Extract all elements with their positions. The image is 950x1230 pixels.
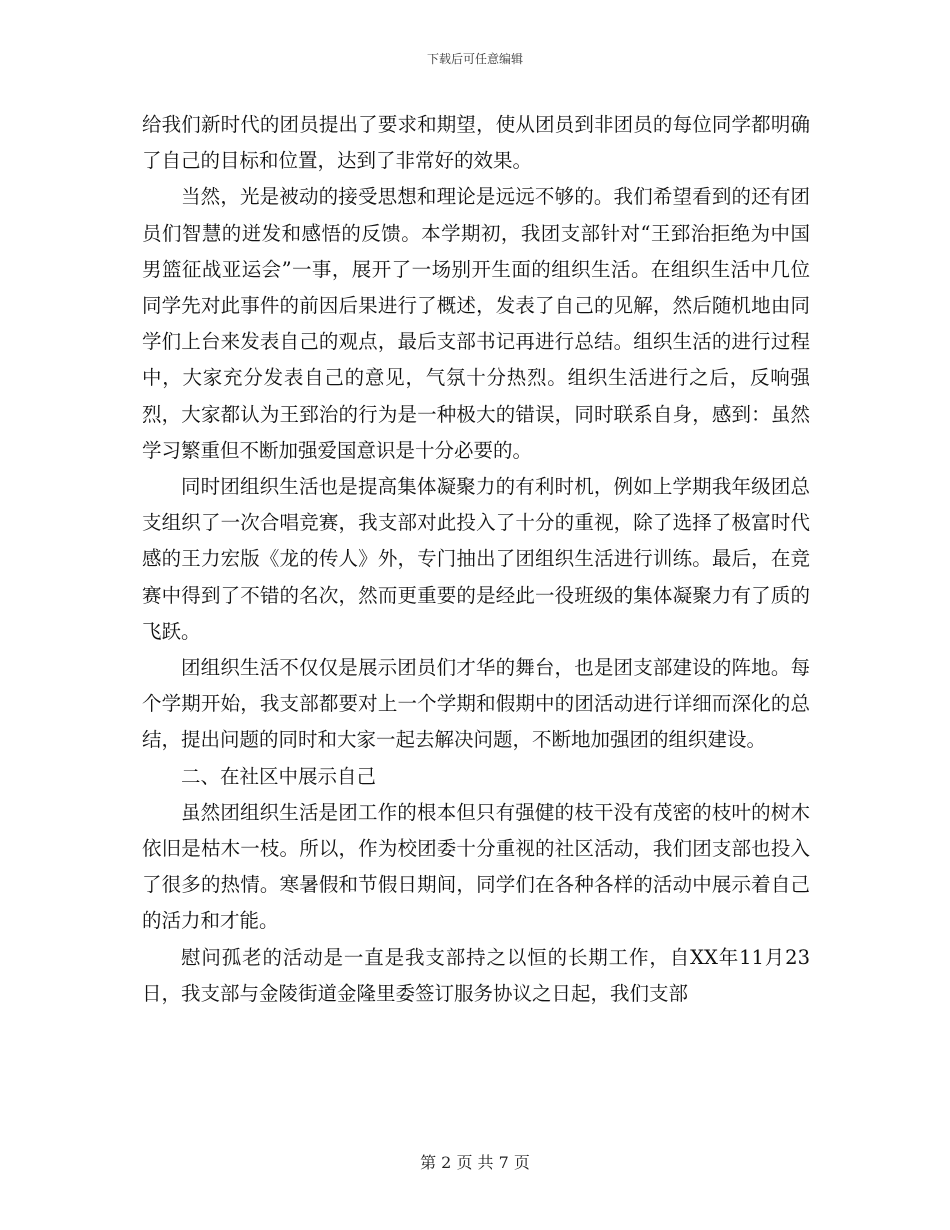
document-body	[142, 107, 810, 1012]
paragraph-2: 当然，光是被动的接受思想和理论是远远不够的。我们希望看到的还有团员们智慧的迸发和感悟的反馈。本学期初，我团支部针对“王郅治拒绝为中国男篮征战亚运会”一事，展开了一场别开生面的组织生活。在组织生活中几位同学先对此事件的前因后果进行了概述，发表了自己的见解，然后随机地由同学们上台来发表自己的观点，最后支部书记再进行总结。组织生活的进行过程中，大家充分发表自己的意见，气氛十分热烈。组织生活进行之后，反响强烈，大家都认为王郅治的行为是一种极大的错误，同时联系自身，感到：虽然学习繁重但不断加强爱国意识是十分必要的。	[142, 185, 810, 462]
page-footer: 第 2 页 共 7 页	[420, 1153, 530, 1172]
paragraph-4: 团组织生活不仅仅是展示团员们才华的舞台，也是团支部建设的阵地。每个学期开始，我支部都要对上一个学期和假期中的团活动进行详细而深化的总结，提出问题的同时和大家一起去解决问题，不断地加强团的组织建设。	[142, 656, 810, 752]
paragraph-1: 给我们新时代的团员提出了要求和期望，使从团员到非团员的每位同学都明确了自己的目标和位置，达到了非常好的效果。	[142, 113, 810, 173]
section-heading: 二、在社区中展示自己	[181, 764, 377, 788]
paragraph-6: 慰问孤老的活动是一直是我支部持之以恒的长期工作，自XX年11月23日，我支部与金陵街道金隆里委签订服务协议之日起，我们支部	[142, 945, 810, 1005]
paragraph-5: 虽然团组织生活是团工作的根本但只有强健的枝干没有茂密的枝叶的树木依旧是枯木一枝。所以，作为校团委十分重视的社区活动，我们团支部也投入了很多的热情。寒暑假和节假日期间，同学们在各种各样的活动中展示着自己的活力和才能。	[142, 800, 810, 933]
paragraph-3: 同时团组织生活也是提高集体凝聚力的有利时机，例如上学期我年级团总支组织了一次合唱竞赛，我支部对此投入了十分的重视，除了选择了极富时代感的王力宏版《龙的传人》外，专门抽出了团组织生活进行训练。最后，在竞赛中得到了不错的名次，然而更重要的是经此一役班级的集体凝聚力有了质的飞跃。	[142, 475, 810, 643]
page-header: 下载后可任意编辑	[426, 52, 523, 66]
